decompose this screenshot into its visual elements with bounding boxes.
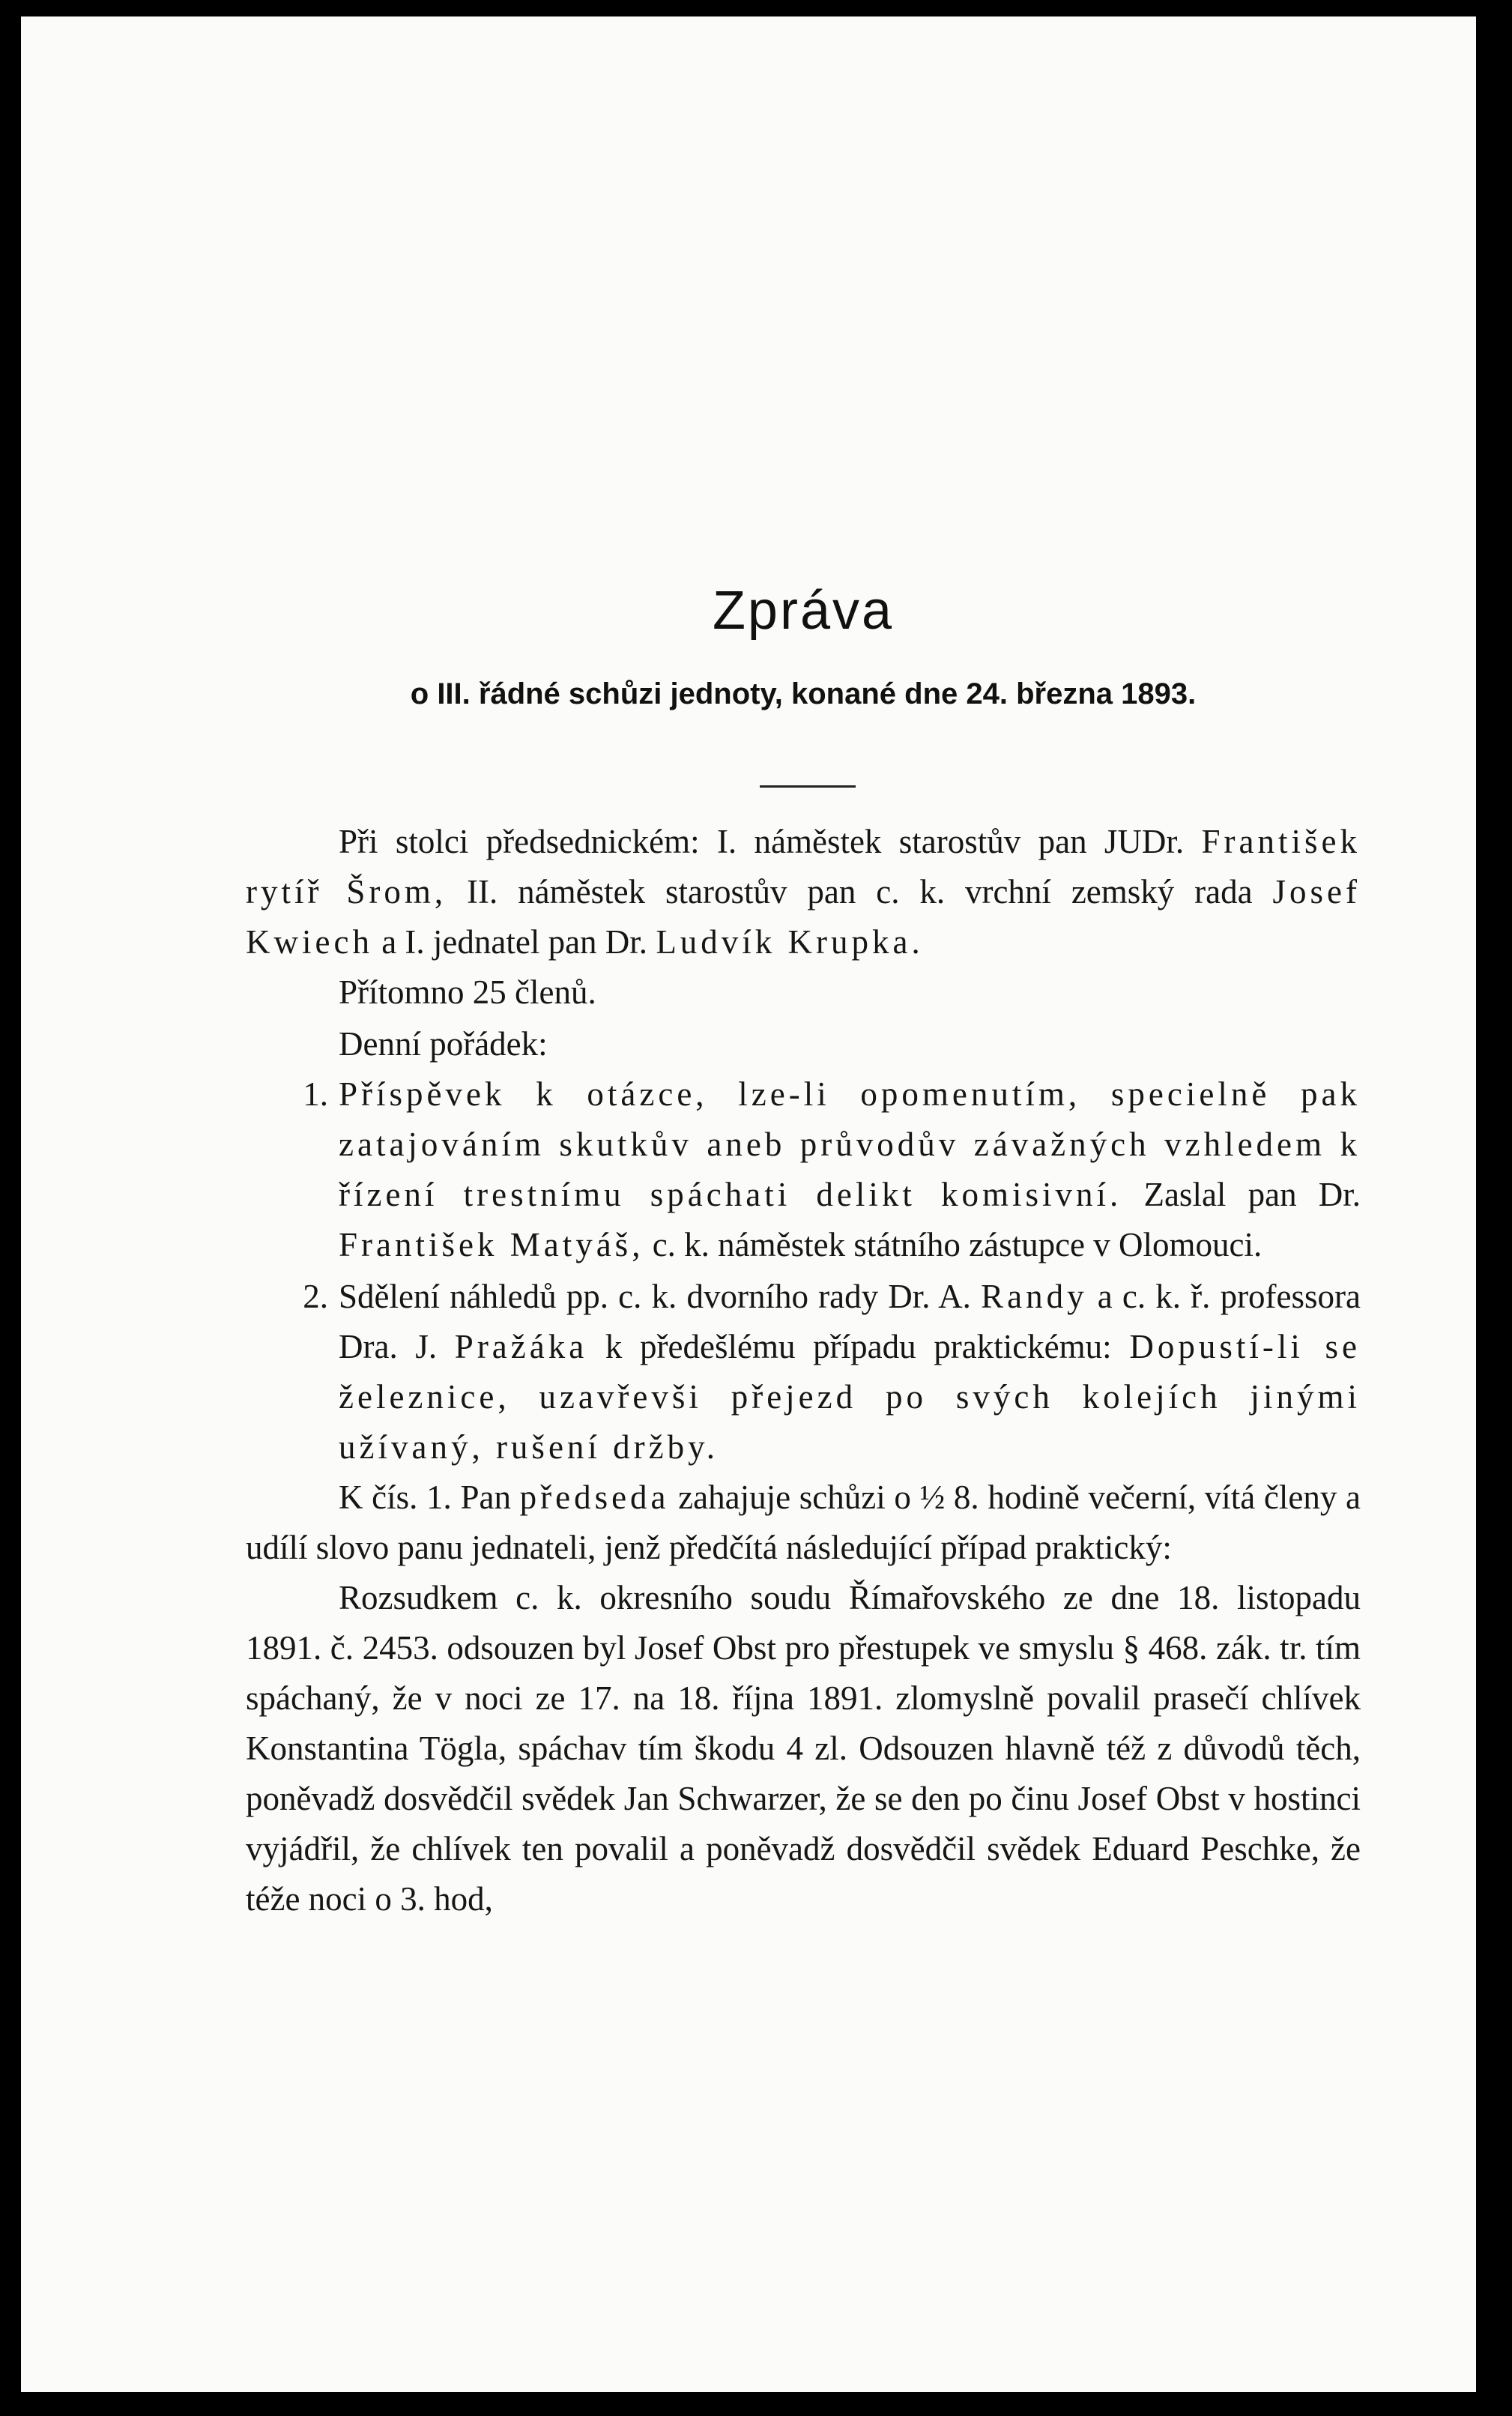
agenda-item-1-number: 1. — [303, 1075, 328, 1113]
case-paragraph: Rozsudkem c. k. okresního soudu Římařovského ze dne 18. listopadu 1891. č. 2453. odsouzen byl Josef Obst pro přestupek ve smyslu § 468. zák. tr. tím spáchaný, že v noci ze 17. na 18. října 1891. zlomyslně povalil prasečí chlívek Konstantina Tögla, spáchav tím škodu 4 zl. Odsouzen hlavně též z důvodů těch, poněvadž dosvědčil svědek Jan Schwarzer, že se den po činu Josef Obst v hostinci vyjádřil, že chlívek ten povalil a poněvadž dosvědčil svědek Eduard Peschke, že téže noci o 3. hod, — [246, 1579, 1361, 1918]
opening-text-2: zahajuje schůzi o ½ 8. hodině večerní, vítá členy a udílí slovo panu jednateli, jenž předčítá následující případ praktický: — [246, 1479, 1361, 1566]
agenda-item-1 — [246, 1069, 1361, 1270]
agenda-item-2-text — [339, 1272, 1361, 1473]
agenda-item-2-number: 2. — [303, 1278, 328, 1315]
agenda-heading: Denní pořádek: — [339, 1025, 548, 1063]
opening-paragraph — [246, 1473, 1361, 1573]
chair-text-1: Při stolci předsednickém: I. náměstek starostův pan JUDr. — [339, 823, 1202, 860]
agenda-item-2 — [246, 1272, 1361, 1473]
scanned-page — [21, 16, 1476, 2392]
agenda-item-1-author: František Matyáš, — [339, 1226, 644, 1263]
agenda-item-2-name-randa: Randy — [981, 1278, 1088, 1315]
opening-text-1: K čís. 1. Pan — [339, 1479, 520, 1516]
agenda-item-1-topic: Příspěvek k otázce, lze-li opomenutím, specielně pak zatajováním skutkův aneb průvodův závažných vzhledem k řízení trestnímu spáchati delikt komisivní. — [339, 1075, 1361, 1213]
opening-chairman: předseda — [519, 1479, 670, 1516]
report-body — [246, 817, 1361, 1924]
agenda-item-2-text-3: k předešlému případu praktickému: — [587, 1328, 1130, 1365]
chair-paragraph — [246, 817, 1361, 967]
agenda-item-2-text-1: Sdělení náhledů pp. c. k. dvorního rady Dr. A. — [339, 1278, 982, 1315]
chair-text-3: a I. jednatel pan Dr. — [372, 923, 656, 961]
page-title: Zpráva — [712, 581, 895, 641]
agenda-item-1-text — [339, 1069, 1361, 1270]
agenda-item-2-name-prazak: Pražáka — [454, 1328, 588, 1365]
chair-name-kwiech: Josef Kwiech — [246, 873, 1361, 961]
chair-text-2: II. náměstek starostův pan c. k. vrchní zemský rada — [447, 873, 1273, 910]
title-divider — [760, 785, 856, 788]
page-subtitle: o III. řádné schůzi jednoty, konané dne 24. března 1893. — [410, 677, 1197, 710]
chair-name-srom: František rytíř Šrom, — [246, 823, 1361, 910]
agenda-item-1-text-2: c. k. náměstek státního zástupce v Olomouci. — [644, 1226, 1262, 1263]
attendance-line: Přítomno 25 členů. — [339, 973, 596, 1011]
agenda-item-1-text-1: Zaslal pan Dr. — [1122, 1176, 1361, 1213]
agenda-item-2-topic: Dopustí-li se železnice, uzavřevši přejezd po svých kolejích jinými užívaný, rušení držby. — [339, 1328, 1361, 1466]
agenda-item-2-text-2: a c. k. ř. professora Dra. J. — [339, 1278, 1361, 1365]
chair-name-krupka: Ludvík Krupka. — [656, 923, 924, 961]
